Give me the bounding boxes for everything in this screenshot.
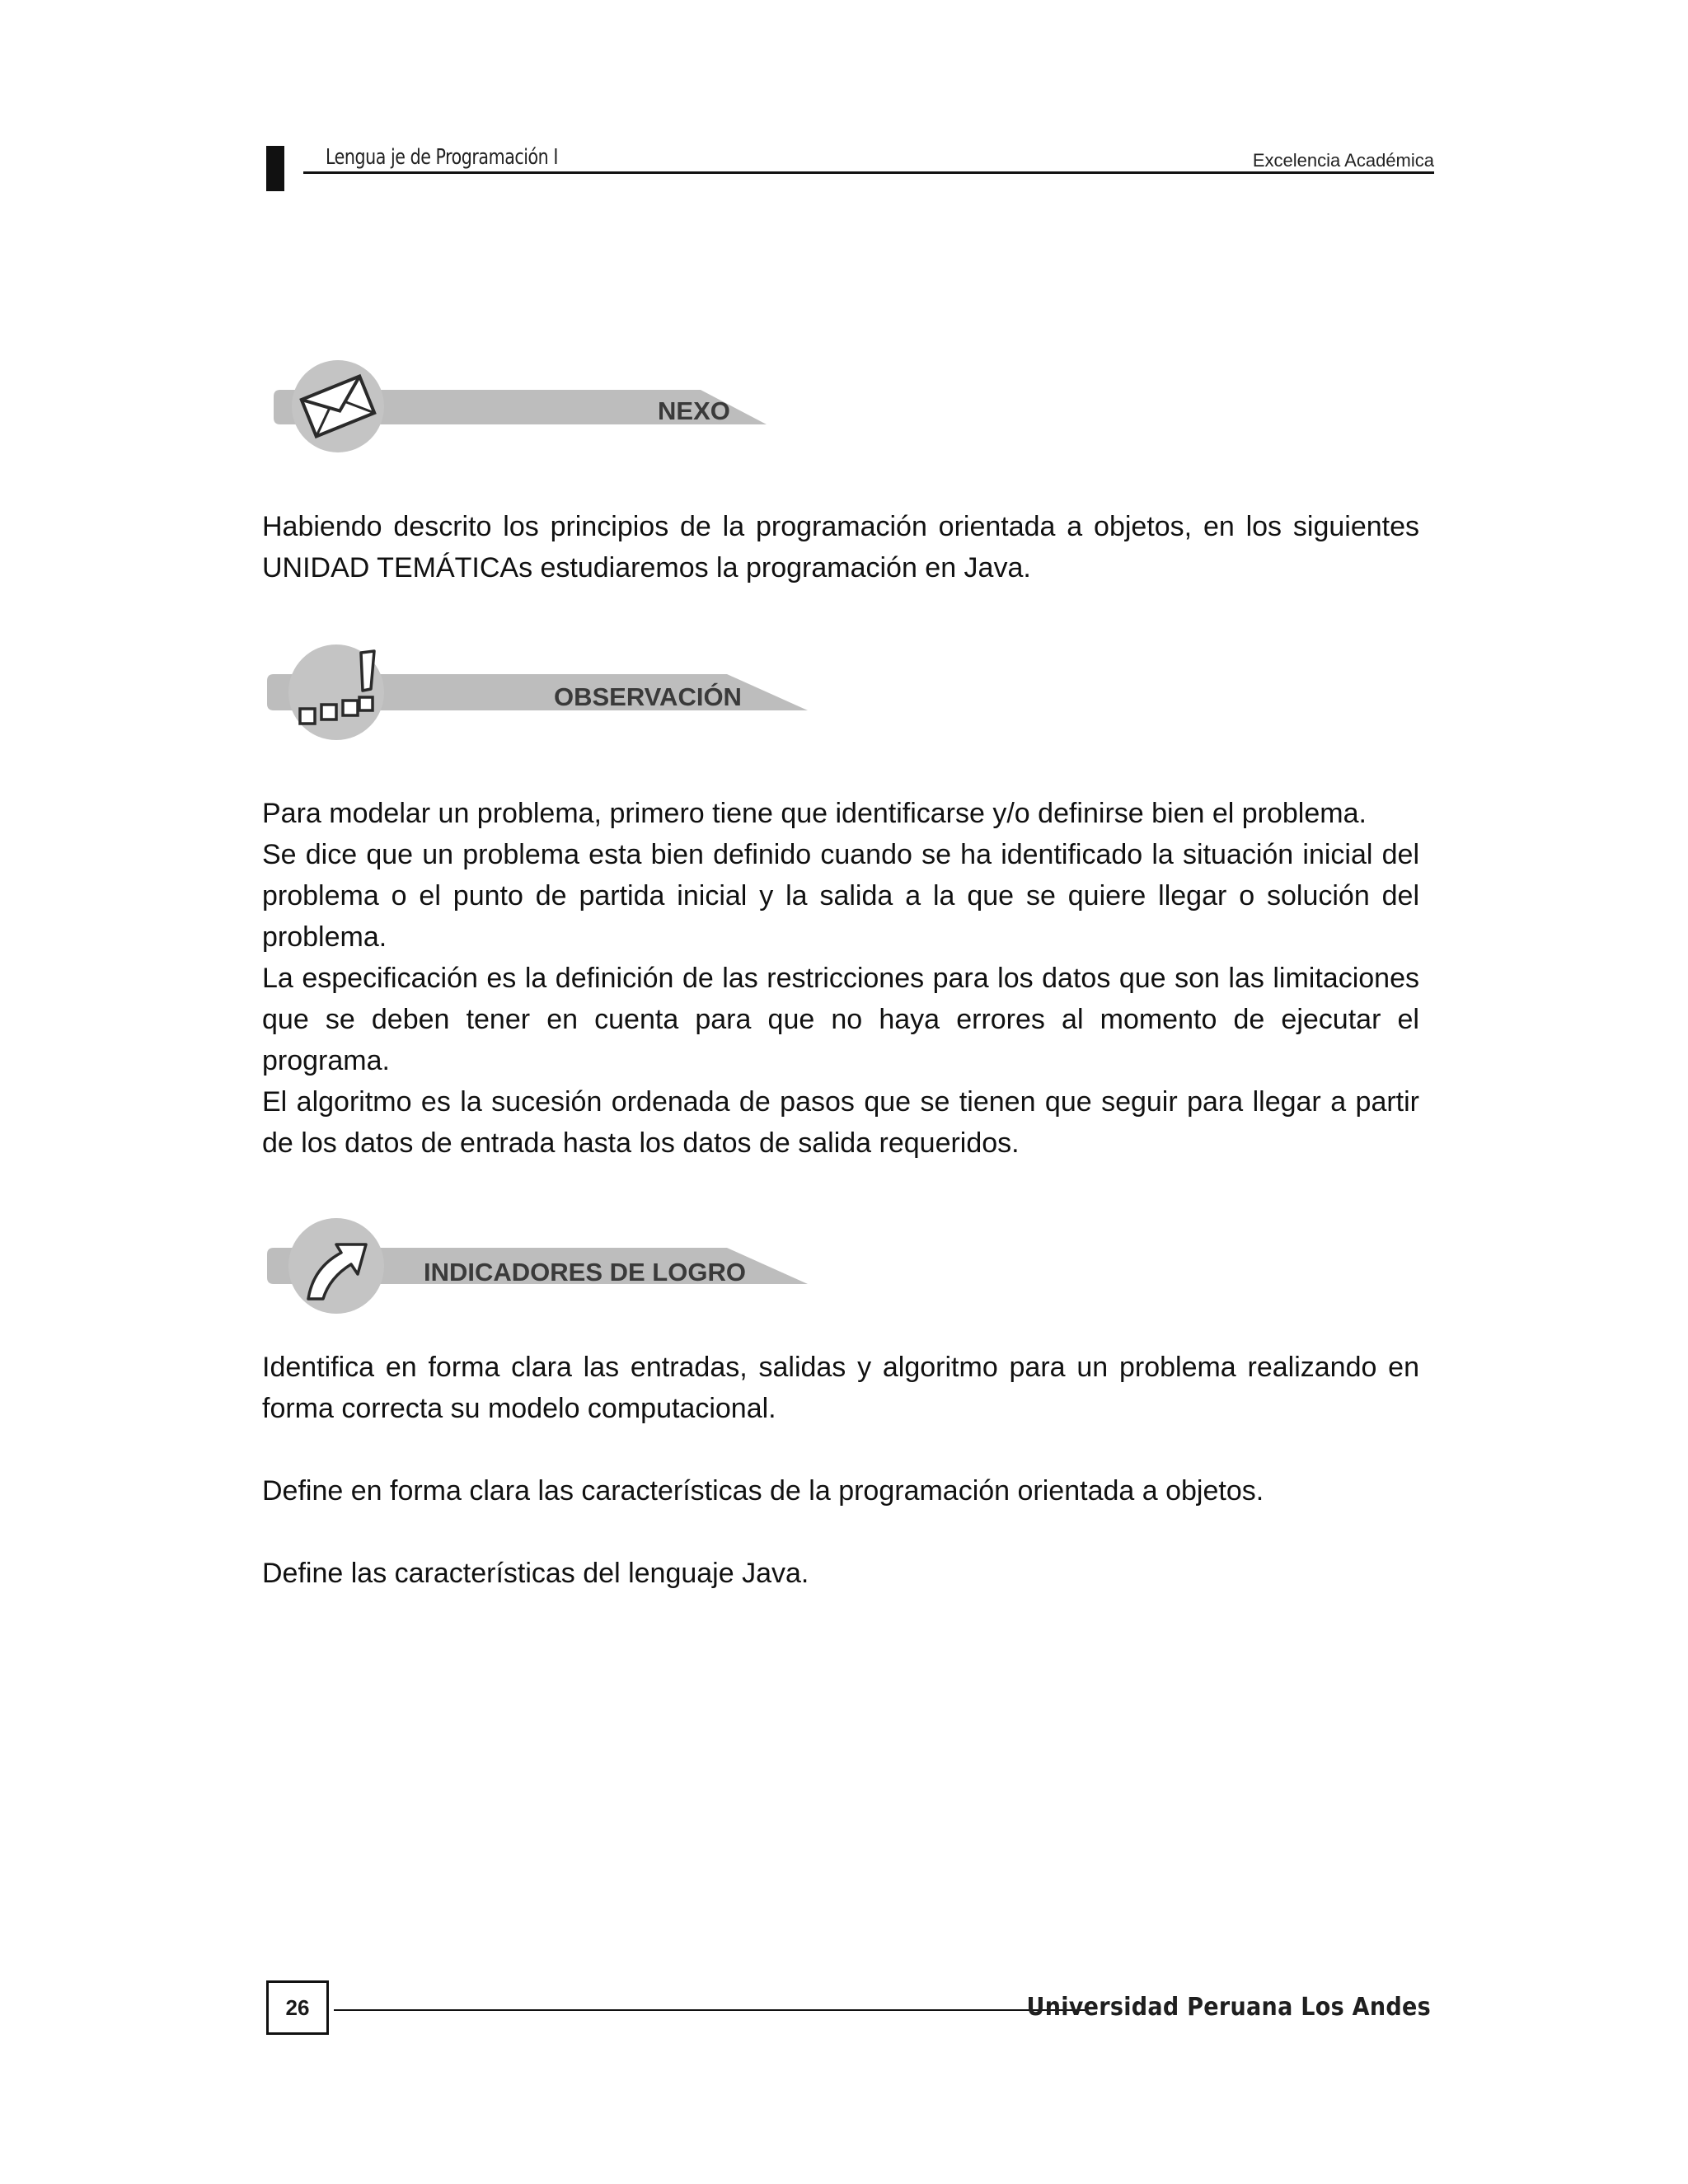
paragraph: Define las características del lenguaje Java. <box>262 1558 809 1589</box>
paragraph: Se dice que un problema esta bien definido cuando se ha identificado la situación inicial del problema o el punto de partida inicial y la salida a la que se quiere llegar o solución del problema. <box>262 839 1419 953</box>
header-mark <box>266 146 284 191</box>
banner-observacion <box>265 641 818 743</box>
page-number: 26 <box>266 1980 329 2035</box>
paragraph: El algoritmo es la sucesión ordenada de pasos que se tienen que seguir para llegar a partir de los datos de entrada hasta los datos de salida requeridos. <box>262 1086 1419 1159</box>
banner-nexo <box>272 359 799 457</box>
paragraph: Habiendo descrito los principios de la programación orientada a objetos, en los siguientes UNIDAD TEMÁTICAs estudiaremos la programación en Java. <box>262 511 1419 583</box>
paragraph: Identifica en forma clara las entradas, salidas y algoritmo para un problema realizando en forma correcta su modelo computacional. <box>262 1352 1419 1424</box>
banner-indicadores <box>265 1215 818 1317</box>
banner-label-indicadores: INDICADORES DE LOGRO <box>424 1258 746 1286</box>
footer-rule <box>334 2009 1088 2011</box>
header-right-text: Excelencia Académica <box>1252 150 1434 171</box>
paragraph: Para modelar un problema, primero tiene que identificarse y/o definirse bien el problema. <box>262 798 1367 829</box>
paragraph: Define en forma clara las características de la programación orientada a objetos. <box>262 1475 1264 1507</box>
banner-label-nexo: NEXO <box>658 396 730 425</box>
banner-label-observacion: OBSERVACIÓN <box>554 682 742 711</box>
footer-university: Universidad Peruana Los Andes <box>1026 1993 1431 2022</box>
header-rule <box>303 171 1434 174</box>
paragraph: La especificación es la definición de las restricciones para los datos que son las limitaciones que se deben tener en cuenta para que no haya errores al momento de ejecutar el programa. <box>262 963 1419 1076</box>
header-title: Lengua je de Programación I <box>326 145 559 170</box>
